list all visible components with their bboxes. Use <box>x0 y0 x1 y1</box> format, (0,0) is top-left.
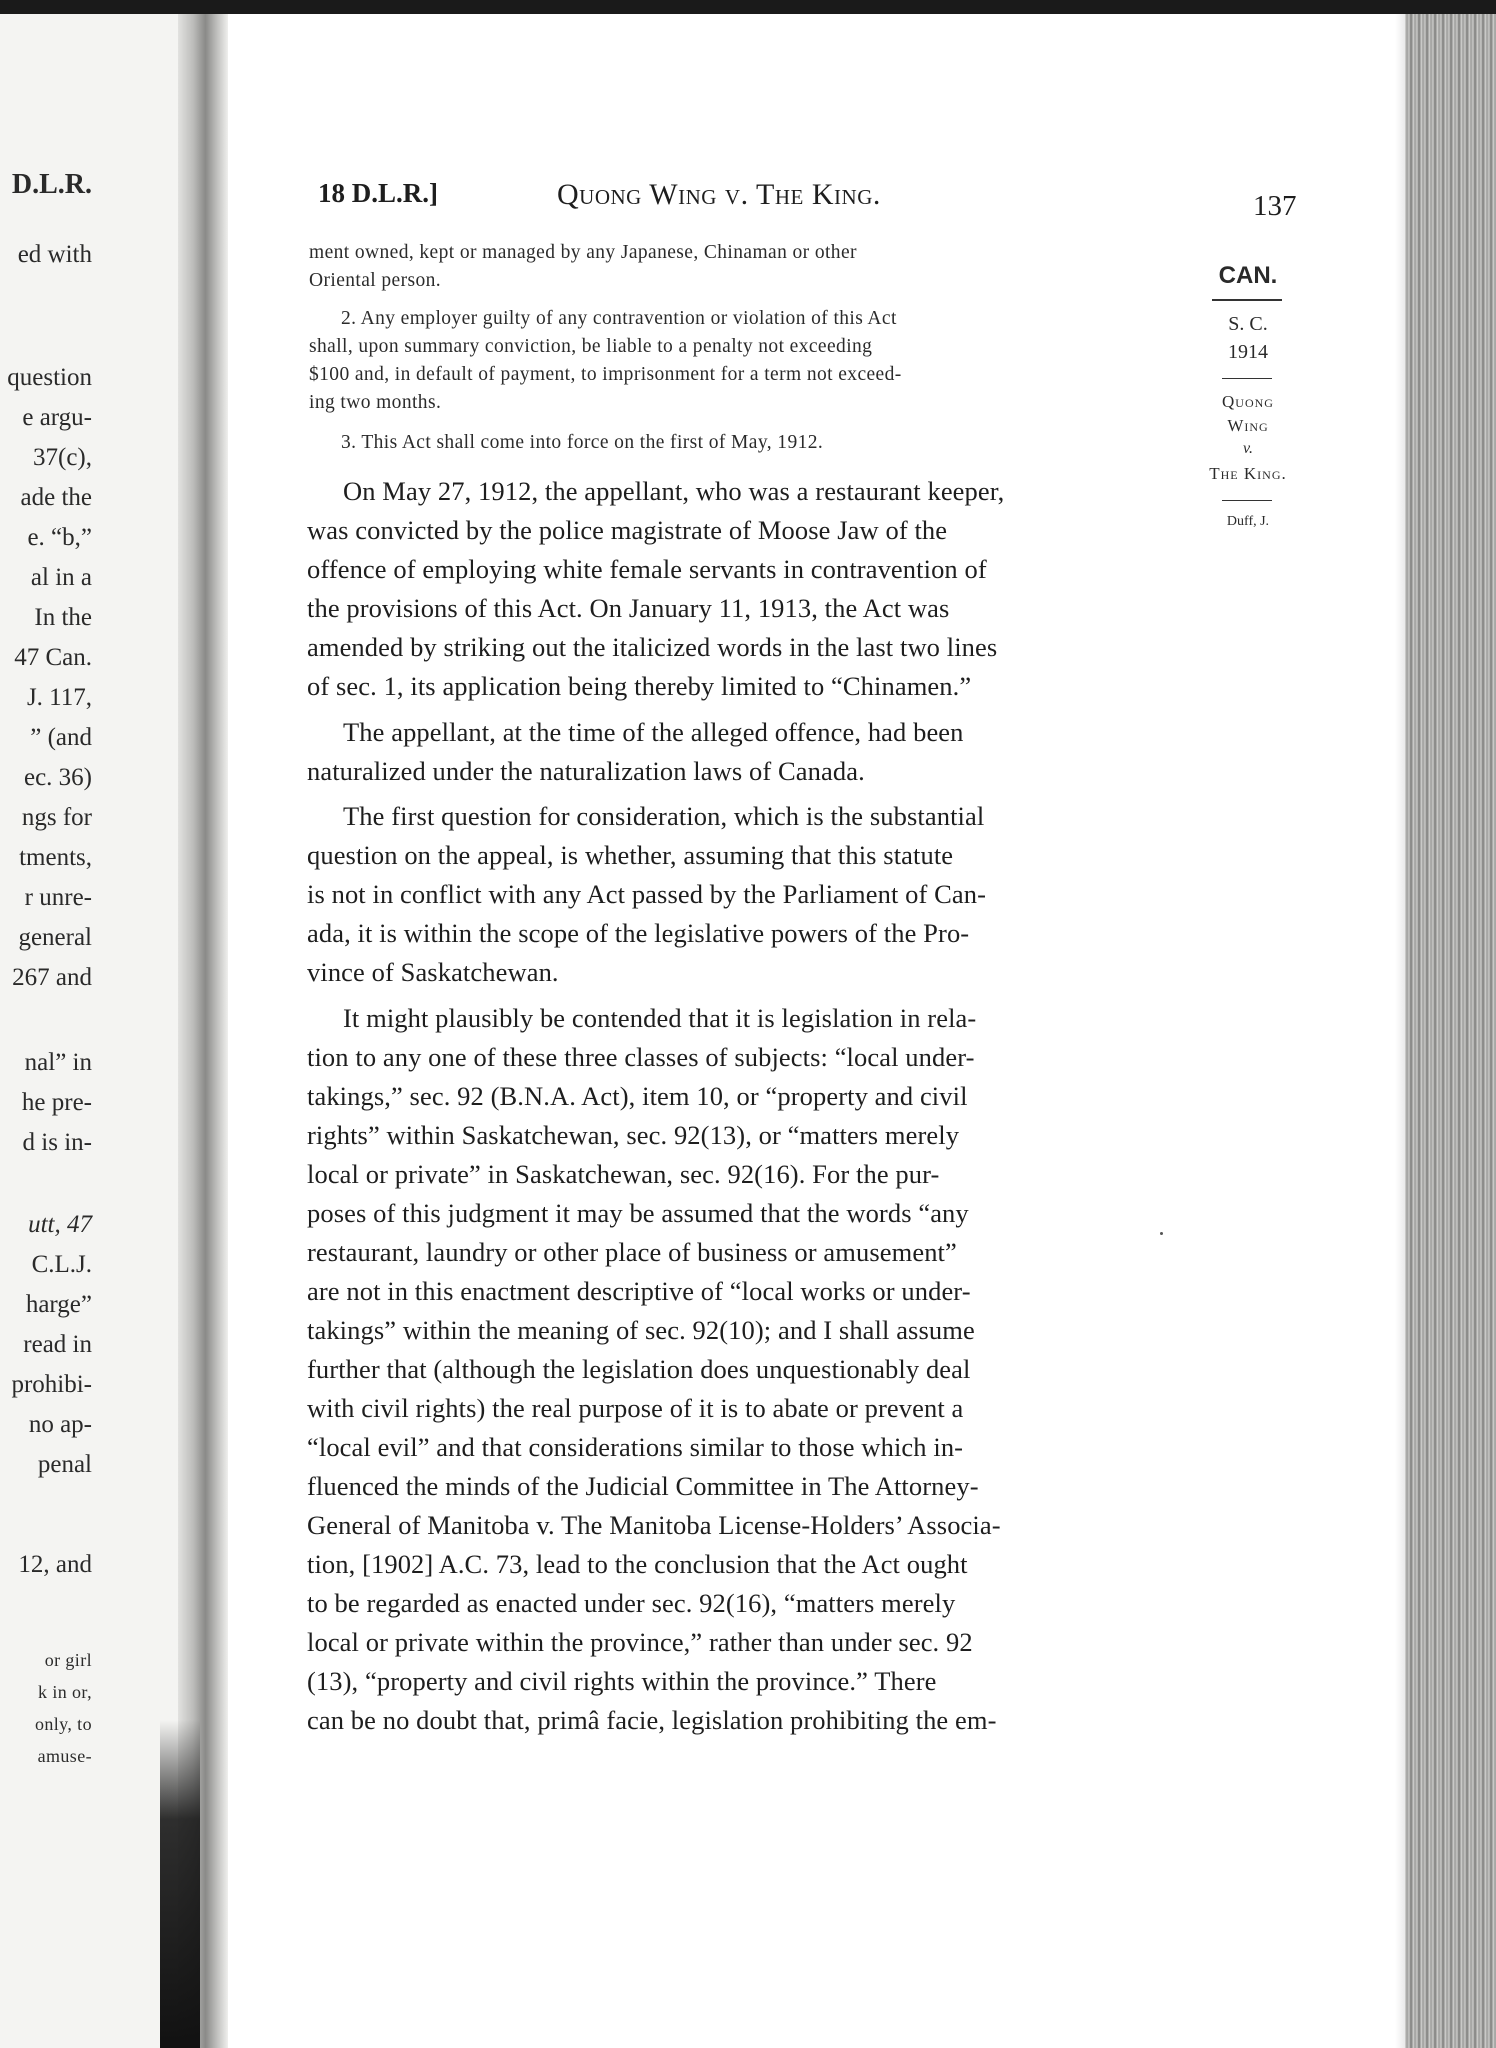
body-line: It might plausibly be contended that it is legislation in rela- <box>343 1003 977 1033</box>
margin-rule <box>1222 500 1272 501</box>
left-page-line: 47 Can. <box>14 644 92 671</box>
body-line: further that (although the legislation does unquestionably deal <box>307 1354 971 1384</box>
margin-note-judge: Duff, J. <box>1226 514 1270 529</box>
running-head-volume: 18 D.L.R.] <box>318 178 438 208</box>
margin-note-case-line: The King. <box>1209 464 1287 483</box>
left-page-line: ec. 36) <box>23 764 92 791</box>
body-line: vince of Saskatchewan. <box>307 957 559 987</box>
body-line: takings” within the meaning of sec. 92(10); and I shall assume <box>307 1315 975 1345</box>
left-page-line: In the <box>34 604 92 631</box>
statute-line: ment owned, kept or managed by any Japanese, Chinaman or other <box>309 242 857 263</box>
body-line: ada, it is within the scope of the legislative powers of the Pro- <box>307 918 970 948</box>
body-line: with civil rights) the real purpose of it is to abate or prevent a <box>307 1393 964 1423</box>
left-page-line: ngs for <box>21 804 92 831</box>
left-page-line: question <box>7 364 92 391</box>
left-page-line: no ap- <box>28 1411 92 1438</box>
left-page-line: ed with <box>17 241 92 268</box>
margin-note-country: CAN. <box>1218 262 1278 289</box>
body-line: can be no doubt that, primâ facie, legislation prohibiting the em- <box>307 1705 997 1735</box>
left-page-line: e. “b,” <box>27 524 92 551</box>
left-page-line: only, to <box>34 1714 92 1734</box>
body-line: question on the appeal, is whether, assuming that this statute <box>307 840 954 870</box>
body-line: offence of employing white female servants in contravention of <box>307 554 987 584</box>
margin-note-court: S. C. <box>1228 313 1268 335</box>
statute-line: Oriental person. <box>309 270 442 291</box>
left-page-line: read in <box>23 1331 92 1358</box>
margin-rule <box>1212 299 1282 301</box>
margin-note-case-line: Wing <box>1227 416 1269 435</box>
page-number: 137 <box>1253 190 1297 222</box>
left-page-line: he pre- <box>21 1089 92 1116</box>
left-page-line: harge” <box>25 1291 92 1318</box>
left-page-line: C.L.J. <box>31 1251 92 1278</box>
left-page-line: D.L.R. <box>11 169 92 200</box>
body-line: naturalized under the naturalization laws of Canada. <box>307 756 865 786</box>
left-page-line: 267 and <box>12 964 92 991</box>
margin-rule <box>1222 378 1272 379</box>
body-line: was convicted by the police magistrate of Moose Jaw of the <box>307 515 948 545</box>
body-line: local or private” in Saskatchewan, sec. 92(16). For the pur- <box>307 1159 940 1189</box>
body-line: tion to any one of these three classes of subjects: “local under- <box>307 1042 975 1072</box>
body-line: the provisions of this Act. On January 11, 1913, the Act was <box>307 593 950 623</box>
body-line: are not in this enactment descriptive of “local works or under- <box>307 1276 971 1306</box>
book-page-edges <box>1405 14 1496 2048</box>
body-line: takings,” sec. 92 (B.N.A. Act), item 10, or “property and civil <box>307 1081 968 1111</box>
top-edge-shadow <box>0 0 1496 14</box>
left-page-line: e argu- <box>22 404 92 431</box>
body-line: amended by striking out the italicized words in the last two lines <box>307 632 998 662</box>
margin-note-case-line: Quong <box>1222 392 1274 411</box>
left-page-line: 37(c), <box>33 444 92 471</box>
body-line: to be regarded as enacted under sec. 92(16), “matters merely <box>307 1588 956 1618</box>
statute-line: ing two months. <box>309 392 442 413</box>
statute-line: $100 and, in default of payment, to imprisonment for a term not exceed- <box>309 364 902 385</box>
left-page-line: r unre- <box>24 884 92 911</box>
left-page-line: or girl <box>44 1650 92 1670</box>
left-page-line: amuse- <box>37 1746 92 1766</box>
left-page-line: 12, and <box>18 1551 92 1578</box>
body-line: restaurant, laundry or other place of business or amusement” <box>307 1237 957 1267</box>
scan-speck <box>1160 1232 1163 1235</box>
statute-line: 2. Any employer guilty of any contravention or violation of this Act <box>341 308 897 329</box>
body-line: General of Manitoba v. The Manitoba License-Holders’ Associa- <box>307 1510 1001 1540</box>
body-line: “local evil” and that considerations similar to those which in- <box>307 1432 964 1462</box>
body-line: local or private within the province,” rather than under sec. 92 <box>307 1627 973 1657</box>
left-page-line: tments, <box>19 844 92 871</box>
left-page-line: utt, 47 <box>28 1211 92 1238</box>
running-head-case-title: Quong Wing v. The King. <box>557 178 881 211</box>
body-line: is not in conflict with any Act passed by the Parliament of Can- <box>307 879 987 909</box>
left-page-line: k in or, <box>38 1682 92 1702</box>
left-page-line: general <box>18 924 92 951</box>
left-page-line: d is in- <box>22 1129 92 1156</box>
body-line: The appellant, at the time of the alleged offence, had been <box>343 717 964 747</box>
body-line: poses of this judgment it may be assumed that the words “any <box>307 1198 969 1228</box>
gutter-shadow <box>160 1720 200 2048</box>
body-line: tion, [1902] A.C. 73, lead to the conclusion that the Act ought <box>307 1549 968 1579</box>
body-line: rights” within Saskatchewan, sec. 92(13), or “matters merely <box>307 1120 960 1150</box>
statute-line: 3. This Act shall come into force on the first of May, 1912. <box>341 432 824 453</box>
left-page-line: J. 117, <box>26 684 92 711</box>
left-page-line: al in a <box>30 564 92 591</box>
body-line: of sec. 1, its application being thereby limited to “Chinamen.” <box>307 671 972 701</box>
left-page-line: ade the <box>20 484 92 511</box>
body-line: (13), “property and civil rights within the province.” There <box>307 1666 937 1696</box>
left-page-line: ” (and <box>30 724 92 751</box>
body-line: The first question for consideration, which is the substantial <box>343 801 985 831</box>
statute-line: shall, upon summary conviction, be liable to a penalty not exceeding <box>309 336 873 357</box>
left-page-line: penal <box>37 1451 92 1478</box>
left-page-line: prohibi- <box>11 1371 92 1398</box>
margin-note-year: 1914 <box>1228 341 1268 363</box>
body-line: fluenced the minds of the Judicial Committee in The Attorney- <box>307 1471 979 1501</box>
left-page-line: nal” in <box>24 1049 92 1076</box>
body-line: On May 27, 1912, the appellant, who was a restaurant keeper, <box>343 476 1005 506</box>
margin-note-case-line: v. <box>1243 440 1253 457</box>
